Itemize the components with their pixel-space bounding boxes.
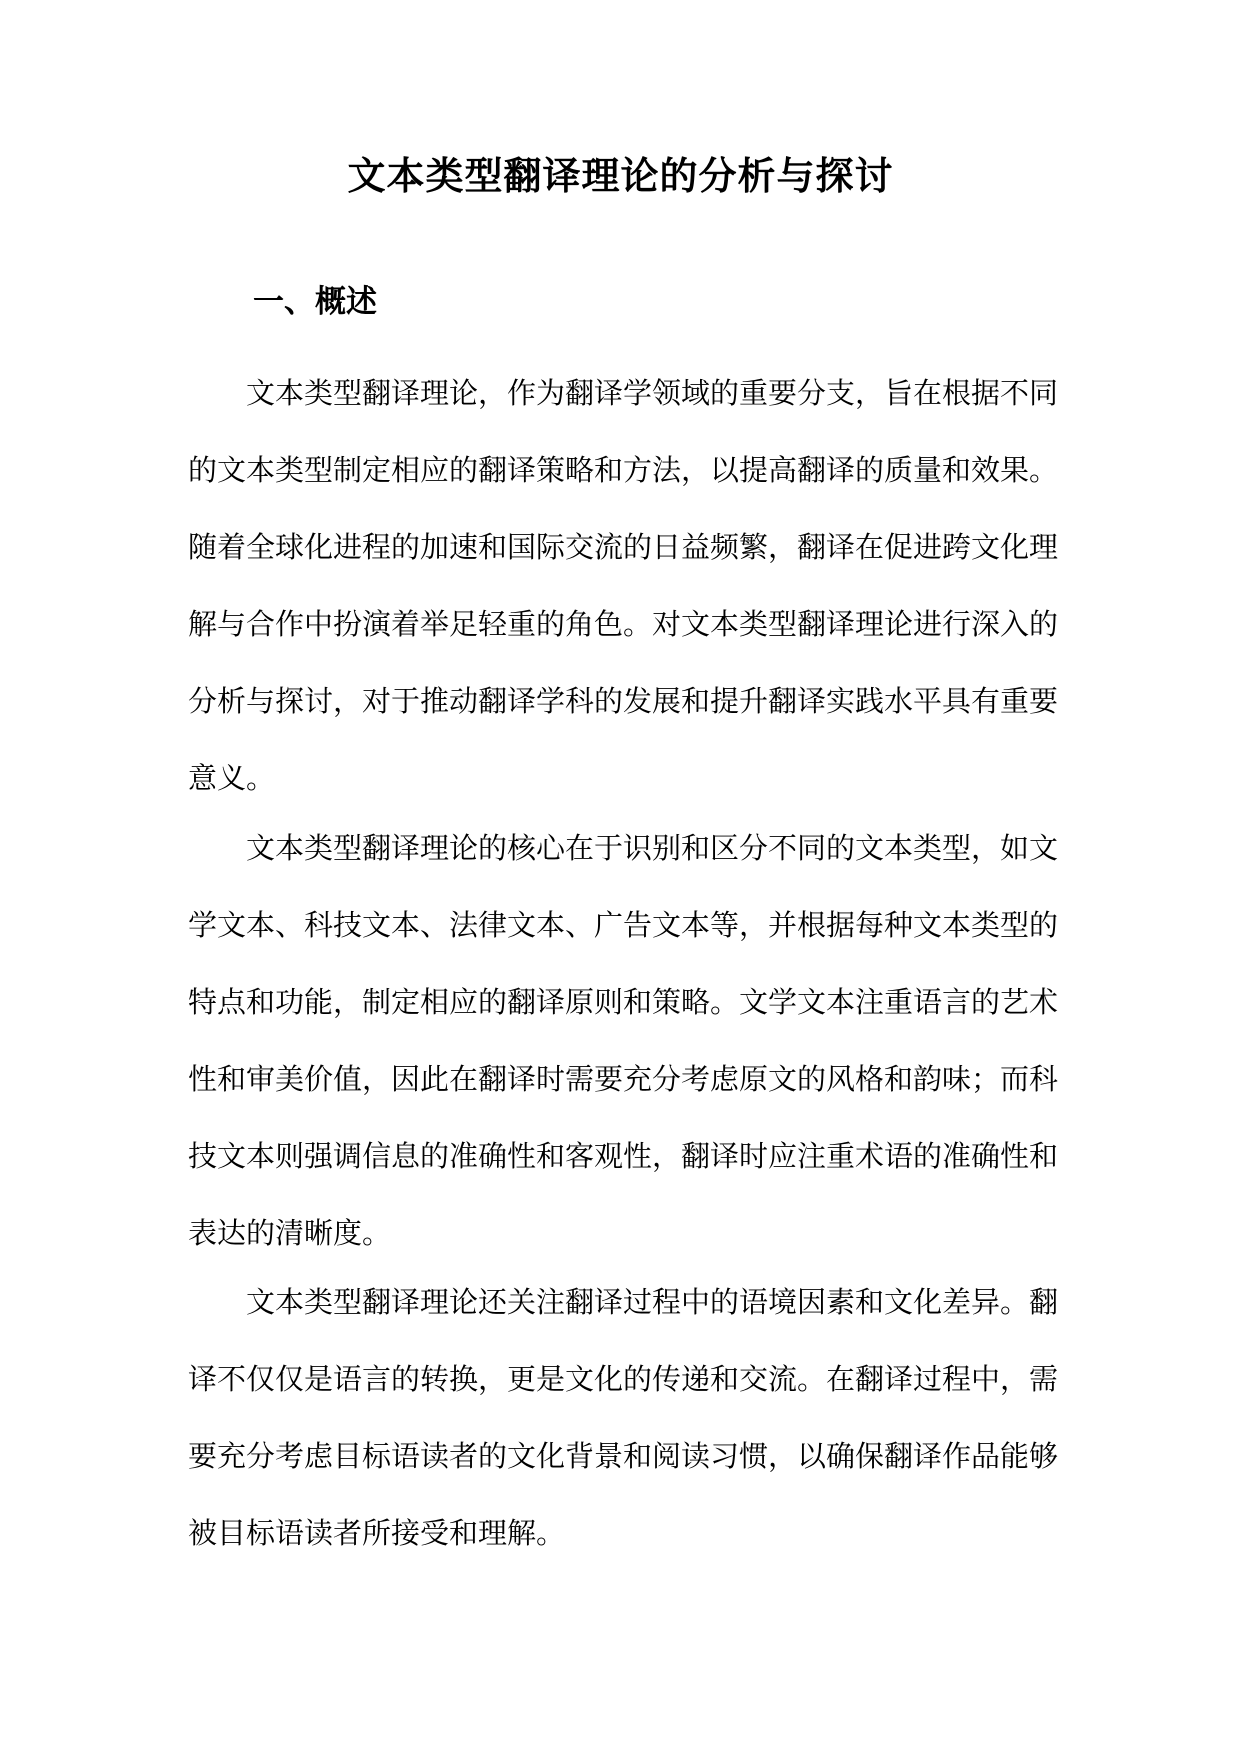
paragraph-2: 文本类型翻译理论的核心在于识别和区分不同的文本类型，如文学文本、科技文本、法律文本、广告文本等，并根据每种文本类型的特点和功能，制定相应的翻译原则和策略。文学文本注重语言的艺术性和审美价值，因此在翻译时需要充分考虑原文的风格和韵味；而科技文本则强调信息的准确性和客观性，翻译时应注重术语的准确性和表达的清晰度。 <box>188 831 1059 1250</box>
document-title: 文本类型翻译理论的分析与探讨 <box>347 153 894 198</box>
paragraph-3: 文本类型翻译理论还关注翻译过程中的语境因素和文化差异。翻译不仅仅是语言的转换，更是文化的传递和交流。在翻译过程中，需要充分考虑目标语读者的文化背景和阅读习惯，以确保翻译作品能够被目标语读者所接受和理解。 <box>188 1285 1059 1550</box>
paragraph-1: 文本类型翻译理论，作为翻译学领域的重要分支，旨在根据不同的文本类型制定相应的翻译策略和方法，以提高翻译的质量和效果。随着全球化进程的加速和国际交流的日益频繁，翻译在促进跨文化理解与合作中扮演着举足轻重的角色。对文本类型翻译理论进行深入的分析与探讨，对于推动翻译学科的发展和提升翻译实践水平具有重要意义。 <box>188 376 1059 795</box>
section-heading: 一、概述 <box>253 284 377 320</box>
